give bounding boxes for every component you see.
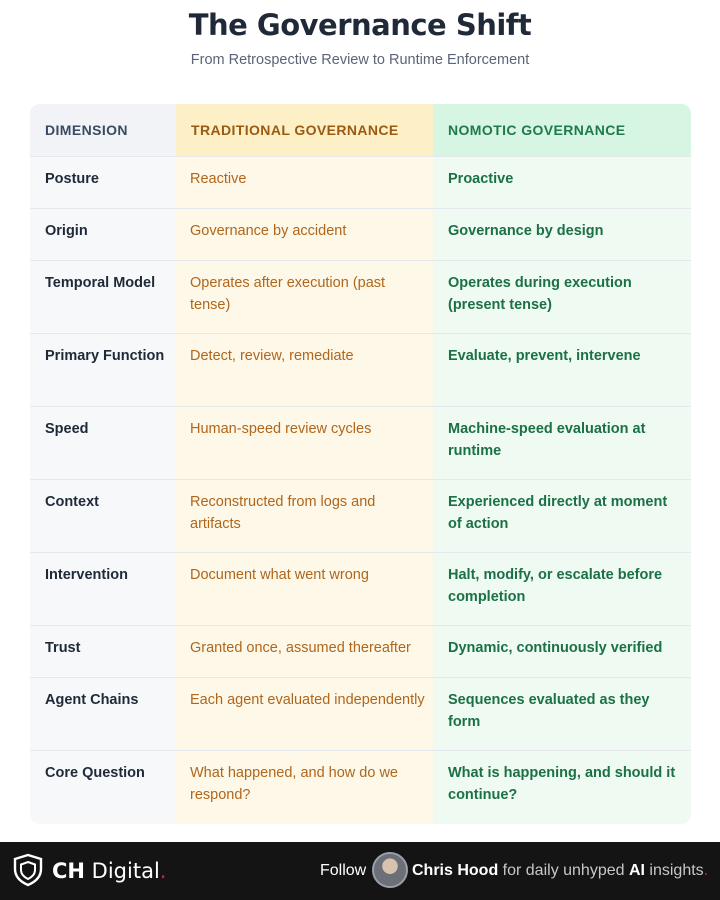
shield-logo-icon xyxy=(12,853,44,887)
page-subtitle: From Retrospective Review to Runtime Enforcement xyxy=(190,52,530,68)
nomotic-cell: Machine-speed evaluation at runtime xyxy=(448,421,646,459)
tagline-pre: for daily unhyped xyxy=(498,862,629,879)
dimension-cell: Temporal Model xyxy=(45,275,156,291)
traditional-cell: Governance by accident xyxy=(190,223,347,239)
nomotic-cell: Halt, modify, or escalate before completion xyxy=(448,567,663,605)
table-row xyxy=(30,156,691,208)
tagline-dot: . xyxy=(703,862,709,879)
tagline-ai: AI xyxy=(628,862,645,879)
table-row xyxy=(30,260,691,333)
avatar xyxy=(372,852,408,888)
dimension-cell: Posture xyxy=(45,171,99,187)
nomotic-cell: Sequences evaluated as they form xyxy=(448,692,650,730)
brand-dot: . xyxy=(159,859,167,883)
table-row xyxy=(30,333,691,406)
traditional-cell: Granted once, assumed thereafter xyxy=(190,640,411,656)
nomotic-cell: What is happening, and should it continue? xyxy=(448,765,676,803)
table-row xyxy=(30,625,691,677)
dimension-cell: Intervention xyxy=(45,567,128,583)
traditional-cell: Operates after execution (past tense) xyxy=(190,275,386,313)
nomotic-cell: Proactive xyxy=(448,171,514,187)
nomotic-cell: Experienced directly at moment of action xyxy=(448,494,668,532)
nomotic-cell: Governance by design xyxy=(448,223,604,239)
traditional-cell: Human-speed review cycles xyxy=(190,421,372,437)
promo-text xyxy=(412,862,708,880)
header-traditional: TRADITIONAL GOVERNANCE xyxy=(191,122,399,138)
comparison-table xyxy=(30,104,691,824)
traditional-cell: Detect, review, remediate xyxy=(190,348,354,364)
table-row xyxy=(30,406,691,479)
author-name: Chris Hood xyxy=(412,862,499,879)
nomotic-cell: Operates during execution (present tense) xyxy=(448,275,632,313)
table-row xyxy=(30,208,691,260)
tagline-post: insights xyxy=(644,862,704,879)
dimension-cell: Core Question xyxy=(45,765,145,781)
dimension-cell: Origin xyxy=(45,223,88,239)
brand-main: CH xyxy=(52,859,85,883)
traditional-cell: What happened, and how do we respond? xyxy=(190,765,398,803)
traditional-cell: Reconstructed from logs and artifacts xyxy=(190,494,376,532)
header-nomotic: NOMOTIC GOVERNANCE xyxy=(448,122,626,138)
follow-label: Follow xyxy=(320,862,367,879)
nomotic-cell: Evaluate, prevent, intervene xyxy=(448,348,641,364)
table-row xyxy=(30,479,691,552)
page-title: The Governance Shift xyxy=(188,8,532,42)
dimension-cell: Agent Chains xyxy=(45,692,139,708)
traditional-cell: Each agent evaluated independently xyxy=(190,692,425,708)
table-row xyxy=(30,750,691,824)
traditional-cell: Document what went wrong xyxy=(190,567,369,583)
nomotic-cell: Dynamic, continuously verified xyxy=(448,640,663,656)
table-row xyxy=(30,677,691,750)
traditional-cell: Reactive xyxy=(190,171,247,187)
brand-name xyxy=(52,859,166,883)
brand-rest: Digital xyxy=(85,859,160,883)
dimension-cell: Context xyxy=(45,494,99,510)
dimension-cell: Trust xyxy=(45,640,81,656)
header-dimension: DIMENSION xyxy=(45,122,128,138)
dimension-cell: Speed xyxy=(45,421,89,437)
dimension-cell: Primary Function xyxy=(45,348,165,364)
footer-bar xyxy=(0,842,720,900)
table-row xyxy=(30,552,691,625)
